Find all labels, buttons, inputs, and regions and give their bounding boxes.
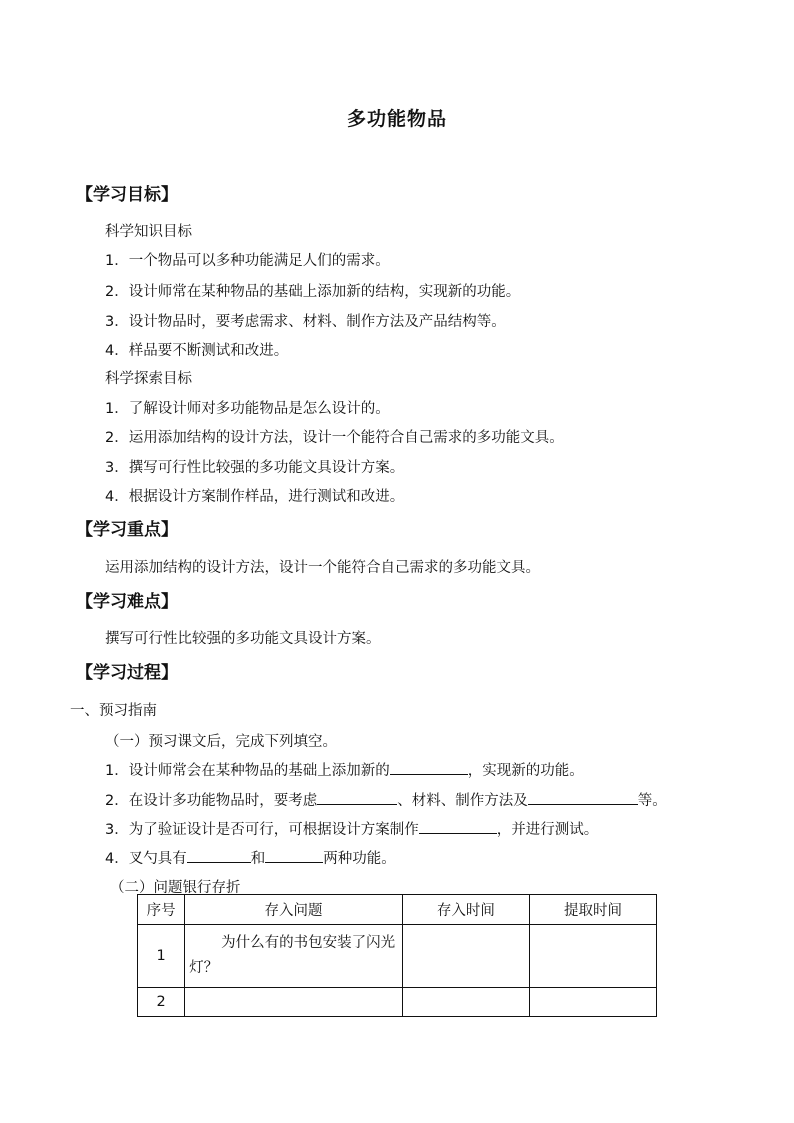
question-bank-table xyxy=(137,894,657,1017)
header-question: 存入问题 xyxy=(185,895,403,925)
header-no: 序号 xyxy=(138,895,185,925)
row-deposit-time xyxy=(402,988,529,1017)
explore-item-1: 1．了解设计师对多功能物品是怎么设计的。 xyxy=(105,401,390,417)
knowledge-item-1: 1．一个物品可以多种功能满足人们的需求。 xyxy=(105,253,390,269)
row-withdraw-time xyxy=(529,988,656,1017)
explore-item-3: 3．撰写可行性比较强的多功能文具设计方案。 xyxy=(105,460,405,476)
process-heading: 【学习过程】 xyxy=(76,663,178,683)
sub1-title: （一）预习课文后，完成下列填空。 xyxy=(105,734,337,750)
table-header-row xyxy=(138,895,657,925)
difficulty-heading: 【学习难点】 xyxy=(76,592,178,612)
row-deposit-time xyxy=(402,925,529,988)
part1-title: 一、预习指南 xyxy=(70,703,157,719)
header-deposit-time: 存入时间 xyxy=(402,895,529,925)
knowledge-item-3: 3．设计物品时，要考虑需求、材料、制作方法及产品结构等。 xyxy=(105,314,506,330)
fill-blank[interactable] xyxy=(419,819,497,834)
row-question xyxy=(185,988,403,1017)
difficulty-text: 撰写可行性比较强的多功能文具设计方案。 xyxy=(105,631,381,647)
fill-blank[interactable] xyxy=(265,848,323,863)
fill-question-3: 3．为了验证设计是否可行，可根据设计方案制作 ，并进行测试。 xyxy=(105,818,598,839)
fill-question-2: 2．在设计多功能物品时，要考虑 、材料、制作方法及 等。 xyxy=(105,789,667,810)
fill-blank[interactable] xyxy=(317,790,397,805)
page-title: 多功能物品 xyxy=(346,108,447,130)
fill-question-4: 4．叉勺具有 和 两种功能。 xyxy=(105,847,396,868)
table-row xyxy=(138,925,657,988)
knowledge-item-2: 2．设计师常在某种物品的基础上添加新的结构，实现新的功能。 xyxy=(105,284,521,300)
row-no: 1 xyxy=(138,925,185,988)
knowledge-title: 科学知识目标 xyxy=(105,224,192,240)
fill-blank[interactable] xyxy=(390,760,468,775)
fill-blank[interactable] xyxy=(528,790,638,805)
row-question: 为什么有的书包安装了闪光灯？ xyxy=(185,925,403,988)
objectives-heading: 【学习目标】 xyxy=(76,185,178,205)
table-row xyxy=(138,988,657,1017)
explore-title: 科学探索目标 xyxy=(105,371,192,387)
explore-item-2: 2．运用添加结构的设计方法，设计一个能符合自己需求的多功能文具。 xyxy=(105,430,564,446)
key-point-text: 运用添加结构的设计方法，设计一个能符合自己需求的多功能文具。 xyxy=(105,560,540,576)
knowledge-item-4: 4．样品要不断测试和改进。 xyxy=(105,343,289,359)
key-point-heading: 【学习重点】 xyxy=(76,520,178,540)
row-no: 2 xyxy=(138,988,185,1017)
fill-question-1: 1．设计师常会在某种物品的基础上添加新的 ，实现新的功能。 xyxy=(105,759,584,780)
row-withdraw-time xyxy=(529,925,656,988)
sub2-title: （二）问题银行存折 xyxy=(110,880,241,896)
fill-blank[interactable] xyxy=(187,848,251,863)
explore-item-4: 4．根据设计方案制作样品，进行测试和改进。 xyxy=(105,489,405,505)
header-withdraw-time: 提取时间 xyxy=(529,895,656,925)
